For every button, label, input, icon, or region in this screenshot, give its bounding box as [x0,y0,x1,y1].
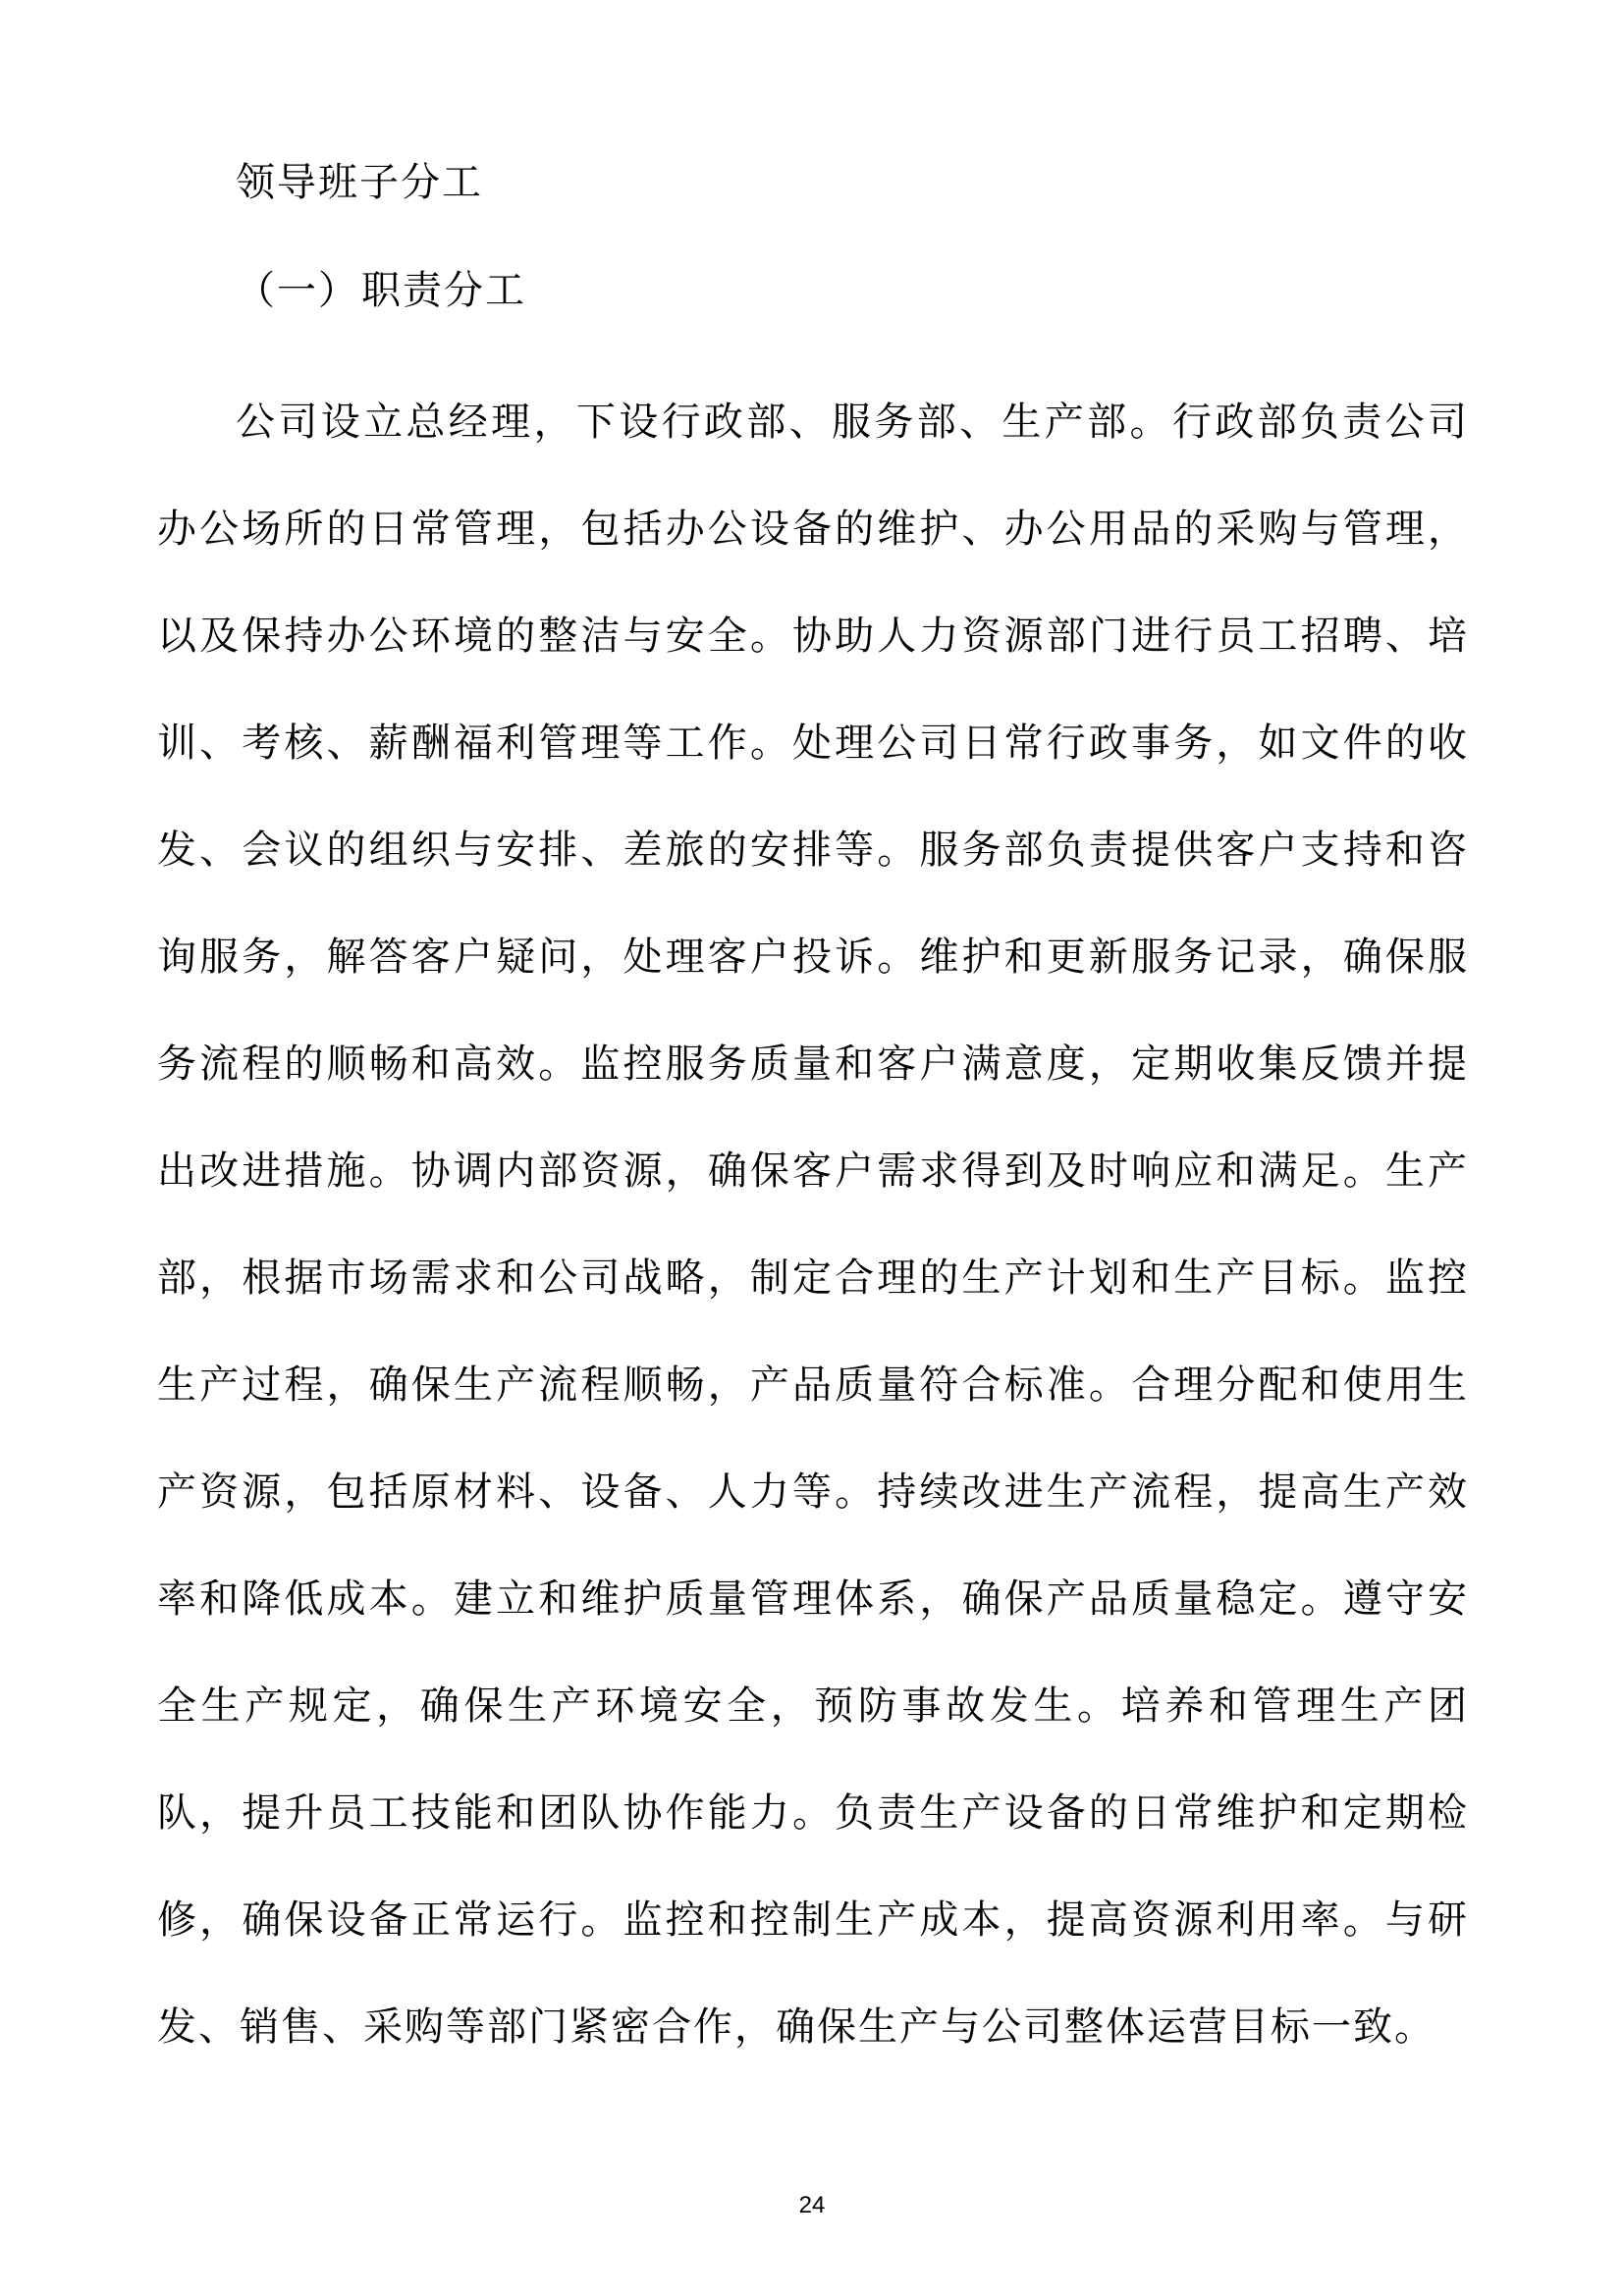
subsection-number: （一） [236,268,359,313]
section-heading: 领导班子分工 [236,160,483,205]
body-paragraph: 公司设立总经理，下设行政部、服务部、生产部。行政部负责公司办公场所的日常管理，包括办公设备的维护、办公用品的采购与管理，以及保持办公环境的整洁与安全。协助人力资源部门进行员工招聘、培训、考核、薪酬福利管理等工作。处理公司日常行政事务，如文件的收发、会议的组织与安排、差旅的安排等。服务部负责提供客户支持和咨询服务，解答客户疑问，处理客户投诉。维护和更新服务记录，确保服务流程的顺畅和高效。监控服务质量和客户满意度，定期收集反馈并提出改进措施。协调内部资源，确保客户需求得到及时响应和满足。生产部，根据市场需求和公司战略，制定合理的生产计划和生产目标。监控生产过程，确保生产流程顺畅，产品质量符合标准。合理分配和使用生产资源，包括原材料、设备、人力等。持续改进生产流程，提高生产效率和降低成本。建立和维护质量管理体系，确保产品质量稳定。遵守安全生产规定，确保生产环境安全，预防事故发生。培养和管理生产团队，提升员工技能和团队协作能力。负责生产设备的日常维护和定期检修，确保设备正常运行。监控和控制生产成本，提高资源利用率。与研发、销售、采购等部门紧密合作，确保生产与公司整体运营目标一致。 [157,400,1469,2050]
subsection-title: 职责分工 [361,268,526,313]
page-number: 24 [798,2192,826,2218]
subsection-heading [236,267,526,314]
